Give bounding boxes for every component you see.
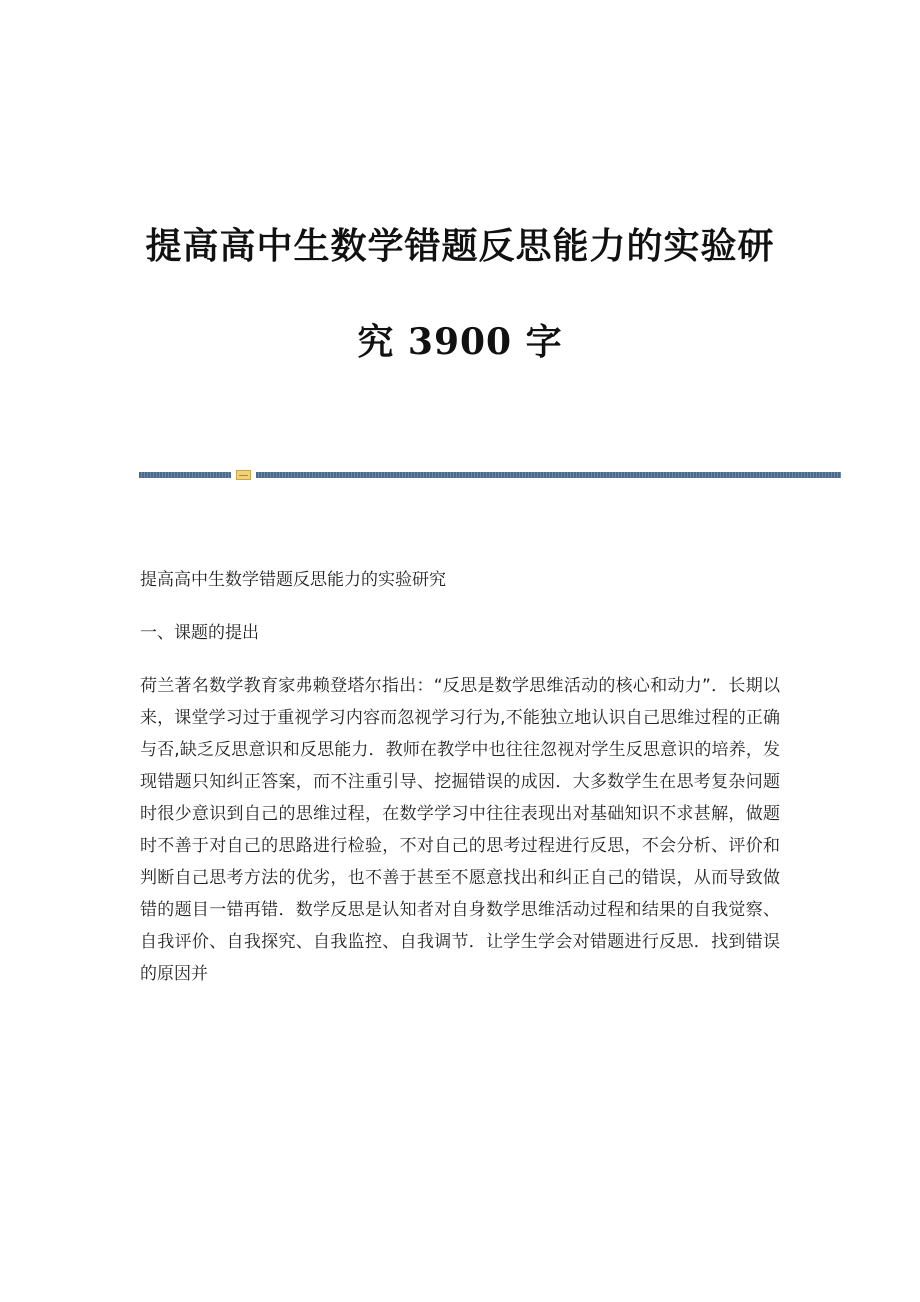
document-title-line-2: 究 3900 字 [357,321,563,363]
divider-bar-left [139,472,231,478]
document-title-line-1: 提高高中生数学错题反思能力的实验研 [145,225,775,267]
document-body [140,564,780,990]
divider-bar-right [256,472,841,478]
divider-ornament-icon [236,470,251,480]
section-heading: 一、课题的提出 [140,623,259,643]
document-subtitle: 提高高中生数学错题反思能力的实验研究 [140,570,446,590]
decorative-divider [139,470,841,480]
body-paragraph: 荷兰著名数学教育家弗赖登塔尔指出：“反思是数学思维活动的核心和动力”．长期以来，课堂学习过于重视学习内容而忽视学习行为,不能独立地认识自己思维过程的正确与否,缺乏反思意识和反思能力．教师在教学中也往往忽视对学生反思意识的培养，发现错题只知纠正答案，而不注重引导、挖掘错误的成因．大多数学生在思考复杂问题时很少意识到自己的思维过程，在数学学习中往往表现出对基础知识不求甚解，做题时不善于对自己的思路进行检验，不对自己的思考过程进行反思，不会分析、评价和判断自己思考方法的优劣，也不善于甚至不愿意找出和纠正自己的错误，从而导致做错的题目一错再错．数学反思是认知者对自身数学思维活动过程和结果的自我觉察、自我评价、自我探究、自我监控、自我调节．让学生学会对错题进行反思．找到错误的原因并 [140,676,780,984]
